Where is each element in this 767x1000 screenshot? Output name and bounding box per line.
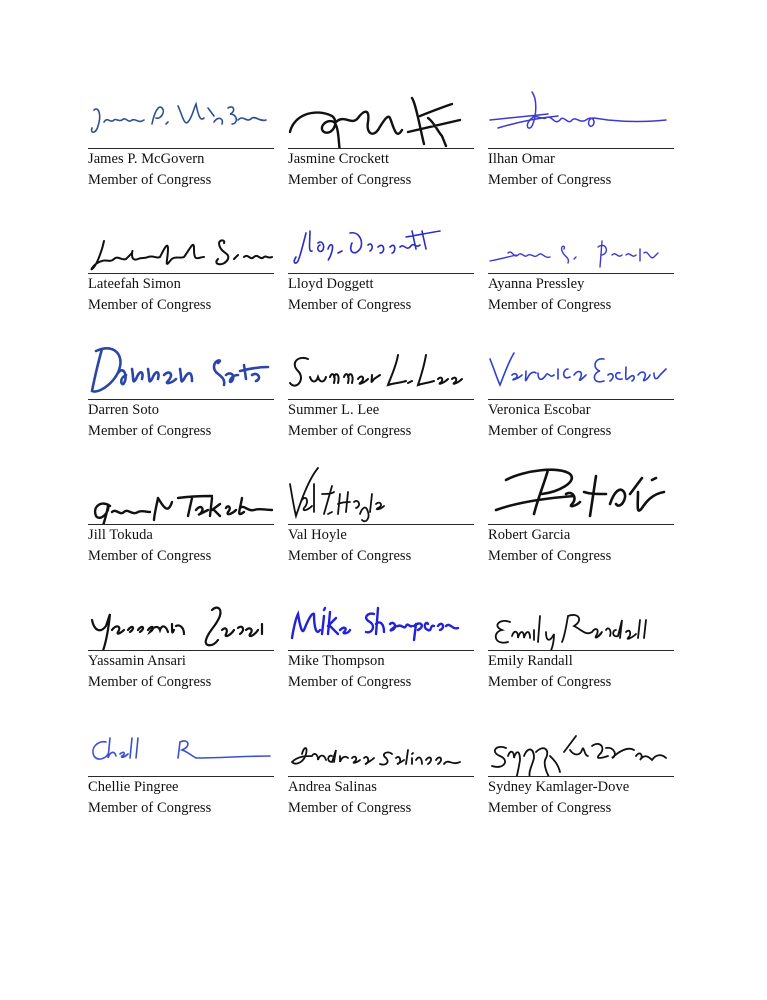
- signature-line: [488, 524, 674, 525]
- signatory-name: Andrea Salinas: [288, 779, 377, 795]
- signature-line: [288, 776, 474, 777]
- signature-image: [88, 590, 274, 650]
- signatory-name: Val Hoyle: [288, 527, 347, 543]
- signature-line: [88, 273, 274, 274]
- signature-image: [488, 88, 674, 148]
- signatory-title: Member of Congress: [488, 800, 612, 816]
- signatory-title: Member of Congress: [88, 423, 212, 439]
- signatory-name: Emily Randall: [488, 653, 573, 669]
- signatory-title: Member of Congress: [288, 172, 412, 188]
- signatory-title: Member of Congress: [288, 548, 412, 564]
- signatory-name: Chellie Pingree: [88, 779, 179, 795]
- signatory-name: Ilhan Omar: [488, 151, 555, 167]
- signature-line: [488, 273, 674, 274]
- signature-line: [288, 148, 474, 149]
- signatory-name: Veronica Escobar: [488, 402, 591, 418]
- signatory-name: Lloyd Doggett: [288, 276, 374, 292]
- signature-line: [488, 650, 674, 651]
- signature-line: [288, 650, 474, 651]
- signatory-title: Member of Congress: [88, 674, 212, 690]
- signatory-name: Yassamin Ansari: [88, 653, 186, 669]
- signatory-name: James P. McGovern: [88, 151, 205, 167]
- signatory-name: Ayanna Pressley: [488, 276, 585, 292]
- signature-image: [88, 339, 274, 399]
- signatory-title: Member of Congress: [488, 674, 612, 690]
- signatory-name: Robert Garcia: [488, 527, 571, 543]
- signature-image: [488, 339, 674, 399]
- signature-line: [288, 399, 474, 400]
- signature-line: [488, 399, 674, 400]
- signature-image: [488, 716, 674, 776]
- signature-image: [288, 213, 474, 273]
- signatory-title: Member of Congress: [288, 800, 412, 816]
- signature-image: [88, 464, 274, 524]
- signatory-title: Member of Congress: [488, 297, 612, 313]
- signatory-name: Mike Thompson: [288, 653, 385, 669]
- signature-line: [288, 273, 474, 274]
- signatory-name: Summer L. Lee: [288, 402, 380, 418]
- signature-image: [488, 213, 674, 273]
- signature-line: [88, 148, 274, 149]
- signature-line: [288, 524, 474, 525]
- signature-line: [88, 524, 274, 525]
- signature-image: [288, 464, 474, 524]
- signatory-title: Member of Congress: [288, 297, 412, 313]
- signatory-title: Member of Congress: [88, 548, 212, 564]
- signature-image: [488, 590, 674, 650]
- signature-image: [88, 716, 274, 776]
- signatory-name: Darren Soto: [88, 402, 160, 418]
- signatory-title: Member of Congress: [488, 548, 612, 564]
- signatory-title: Member of Congress: [488, 423, 612, 439]
- signature-line: [488, 148, 674, 149]
- signatory-title: Member of Congress: [88, 297, 212, 313]
- signature-image: [88, 213, 274, 273]
- signature-image: [288, 339, 474, 399]
- signature-line: [488, 776, 674, 777]
- signatory-title: Member of Congress: [88, 800, 212, 816]
- signatory-title: Member of Congress: [288, 423, 412, 439]
- signature-line: [88, 399, 274, 400]
- signature-image: [288, 716, 474, 776]
- signatory-title: Member of Congress: [88, 172, 212, 188]
- signature-line: [88, 776, 274, 777]
- signature-image: [288, 88, 474, 148]
- signatory-name: Sydney Kamlager-Dove: [488, 779, 630, 795]
- signatory-name: Lateefah Simon: [88, 276, 181, 292]
- signature-image: [288, 590, 474, 650]
- signatory-title: Member of Congress: [488, 172, 612, 188]
- signatory-name: Jill Tokuda: [88, 527, 153, 543]
- signatory-name: Jasmine Crockett: [288, 151, 390, 167]
- signature-image: [488, 464, 674, 524]
- signature-image: [88, 88, 274, 148]
- signature-line: [88, 650, 274, 651]
- signatory-title: Member of Congress: [288, 674, 412, 690]
